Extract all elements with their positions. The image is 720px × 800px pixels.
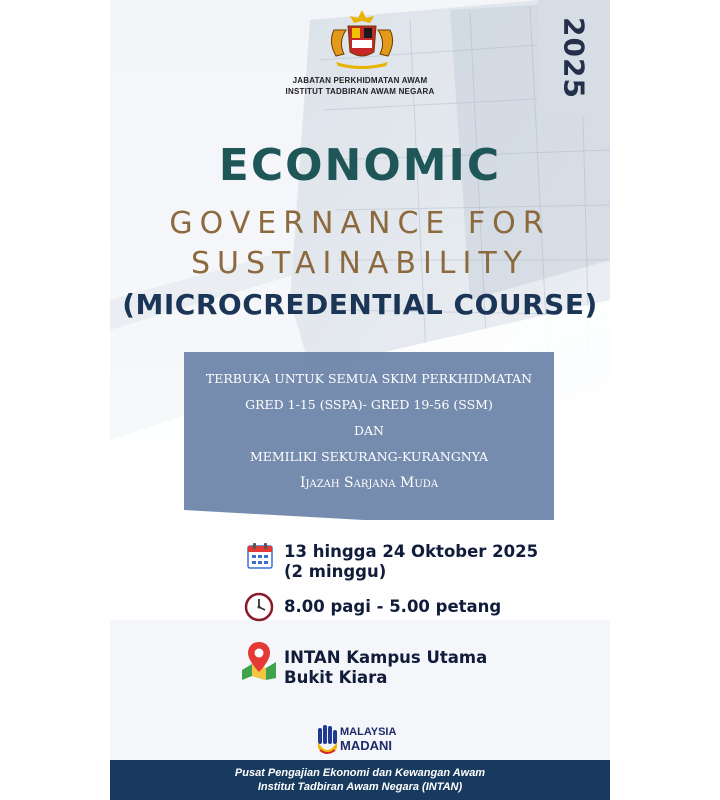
eligibility-line3: DAN bbox=[354, 423, 384, 438]
madani-hand-icon bbox=[316, 724, 338, 756]
clock-icon bbox=[244, 592, 274, 622]
coat-of-arms-icon bbox=[324, 8, 400, 72]
eligibility-line2: GRED 1-15 (SSPA)- GRED 19-56 (SSM) bbox=[245, 397, 493, 412]
footer-line1: Pusat Pengajian Ekonomi dan Kewangan Awam bbox=[234, 767, 486, 779]
title-line3: SUSTAINABILITY bbox=[190, 246, 529, 281]
course-venue bbox=[284, 648, 487, 688]
madani-logo-line2: MADANI bbox=[340, 738, 392, 753]
course-time: 8.00 pagi - 5.00 petang bbox=[284, 597, 502, 616]
poster bbox=[110, 0, 610, 800]
calendar-icon bbox=[246, 542, 274, 570]
year-label: 2025 bbox=[557, 17, 591, 99]
eligibility-line4: MEMILIKI SEKURANG-KURANGNYA bbox=[249, 449, 489, 464]
eligibility-line1: TERBUKA UNTUK SEMUA SKIM PERKHIDMATAN bbox=[205, 371, 533, 386]
eligibility-text bbox=[184, 366, 554, 496]
agency-name-line2: INSTITUT TADBIRAN AWAM NEGARA bbox=[285, 87, 435, 96]
map-pin-icon bbox=[240, 640, 278, 680]
title-line4: (MICROCREDENTIAL COURSE) bbox=[122, 288, 598, 321]
year-tab bbox=[538, 0, 610, 116]
madani-logo-line1: MALAYSIA bbox=[340, 726, 397, 738]
title-line2: GOVERNANCE FOR bbox=[169, 206, 551, 241]
agency-name-line1: JABATAN PERKHIDMATAN AWAM bbox=[292, 76, 428, 85]
footer-bar bbox=[110, 760, 610, 800]
title-line1: ECONOMIC bbox=[218, 140, 502, 191]
course-venue-line2: Bukit Kiara bbox=[284, 668, 388, 687]
malaysia-madani-logo bbox=[316, 722, 408, 758]
eligibility-line5: Ijazah Sarjana Muda bbox=[299, 475, 439, 491]
course-date-line2: (2 minggu) bbox=[284, 562, 387, 581]
footer-line2: Institut Tadbiran Awam Negara (INTAN) bbox=[257, 781, 463, 793]
course-date bbox=[284, 542, 538, 582]
course-date-line1: 13 hingga 24 Oktober 2025 bbox=[284, 542, 539, 561]
course-venue-line1: INTAN Kampus Utama bbox=[284, 648, 488, 667]
